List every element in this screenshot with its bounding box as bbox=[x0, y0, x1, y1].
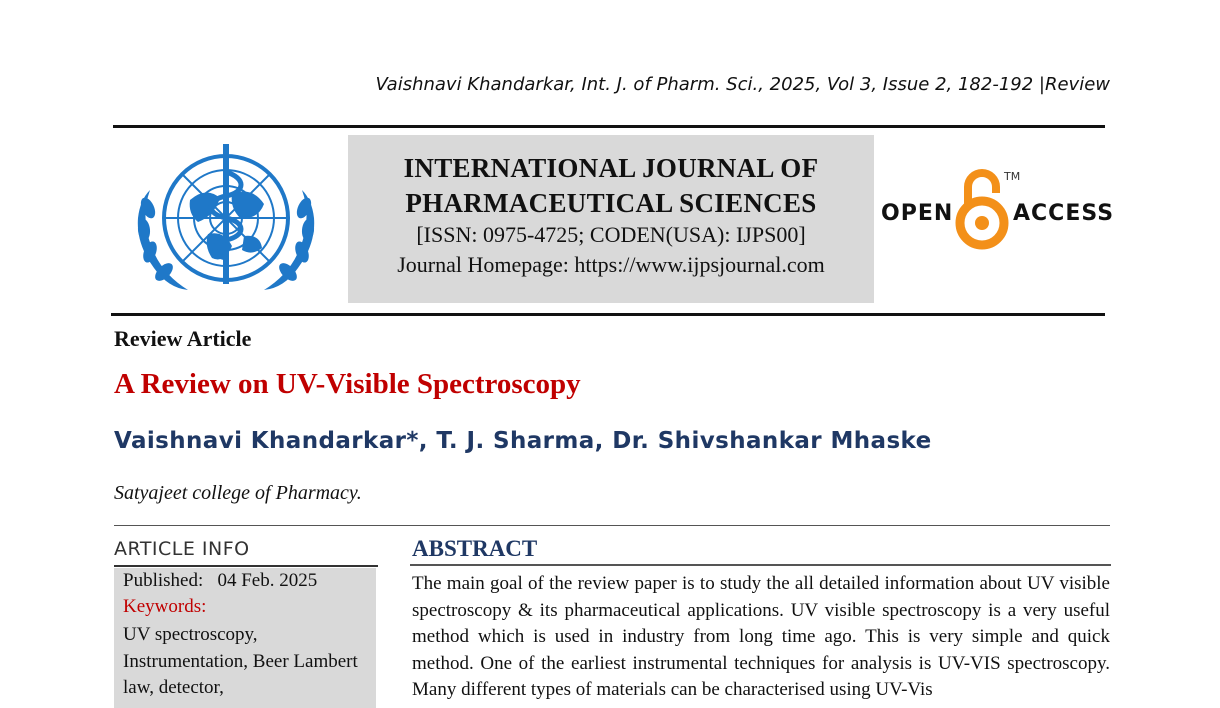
journal-banner bbox=[348, 135, 874, 303]
trademark-mark: TM bbox=[1004, 170, 1021, 183]
keywords-list: UV spectroscopy, Instrumentation, Beer Lambert law, detector, bbox=[123, 624, 358, 698]
author-list: Vaishnavi Khandarkar*, T. J. Sharma, Dr. Shivshankar Mhaske bbox=[114, 428, 932, 454]
article-type: Review Article bbox=[114, 326, 252, 351]
article-info-rule bbox=[114, 565, 378, 567]
journal-name-line2: PHARMACEUTICAL SCIENCES bbox=[405, 188, 817, 218]
open-lock-icon bbox=[954, 167, 1010, 251]
open-access-open-text: OPEN bbox=[881, 201, 954, 226]
header-bottom-rule bbox=[111, 313, 1105, 316]
keywords-label: Keywords: bbox=[123, 596, 207, 617]
section-divider bbox=[114, 525, 1110, 526]
journal-name-line1: INTERNATIONAL JOURNAL OF bbox=[403, 153, 819, 183]
journal-issn: [ISSN: 0975-4725; CODEN(USA): IJPS00] bbox=[416, 222, 806, 247]
article-info-heading: ARTICLE INFO bbox=[114, 538, 250, 560]
abstract-rule bbox=[410, 564, 1111, 566]
journal-homepage[interactable]: Journal Homepage: https://www.ijpsjournal.com bbox=[397, 252, 825, 277]
affiliation: Satyajeet college of Pharmacy. bbox=[114, 482, 362, 504]
running-head: Vaishnavi Khandarkar, Int. J. of Pharm. Sci., 2025, Vol 3, Issue 2, 182-192 |Review bbox=[375, 74, 1110, 95]
published-date: Published: 04 Feb. 2025 bbox=[123, 570, 318, 591]
abstract-heading: ABSTRACT bbox=[412, 536, 538, 561]
abstract-text: The main goal of the review paper is to study the all detailed information about UV visible spectroscopy & its pharmaceutical applications. UV visible spectroscopy is a very useful method which is used in industry from long time ago. This is very simple and quick method. One of the earliest instrumental techniques for analysis is UV-VIS spectroscopy. Many different types of materials can be characterised using UV-Vis bbox=[412, 573, 1110, 701]
who-emblem-icon bbox=[128, 138, 324, 306]
article-info-box bbox=[114, 568, 376, 708]
article-title: A Review on UV-Visible Spectroscopy bbox=[114, 368, 581, 400]
open-access-access-text: ACCESS bbox=[1013, 201, 1115, 226]
header-top-rule bbox=[113, 125, 1105, 128]
open-access-badge bbox=[880, 167, 1115, 252]
